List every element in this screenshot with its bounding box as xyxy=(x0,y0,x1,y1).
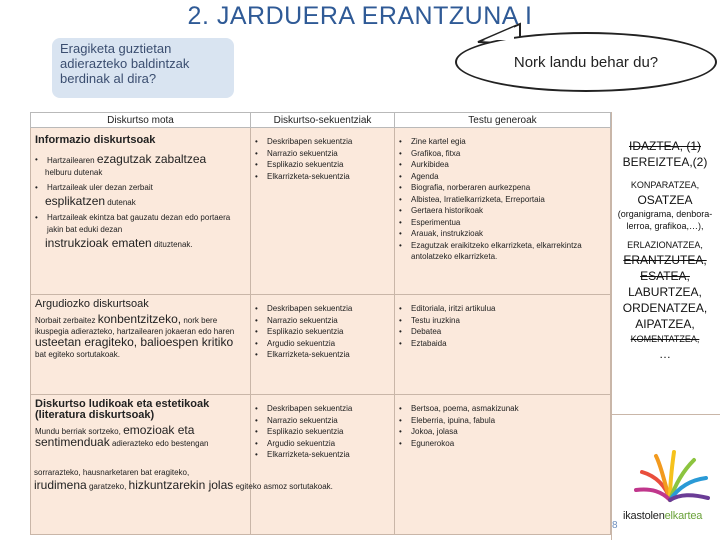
footer-big-1: irudimena xyxy=(34,478,87,492)
instr-rest: dituztenak. xyxy=(153,240,193,249)
informative-bullet-2: • Hartzaileak uler dezan zerbait xyxy=(35,182,246,194)
table-row-informative xyxy=(31,128,611,295)
page-title: 2. JARDUERA ERANTZUNA I xyxy=(187,2,533,30)
footer-small-3: egiteko asmoz sortutakoak. xyxy=(235,482,333,491)
footer-big-2: hizkuntzarekin jolas xyxy=(128,478,234,492)
list-item: • Narrazio sekuentzia xyxy=(255,315,390,327)
logo-text xyxy=(623,510,702,522)
lit-big: emozioak eta sentimenduak xyxy=(35,423,195,449)
list-item: • Argudio sekuentzia xyxy=(255,338,390,350)
informative-sequence-list xyxy=(255,130,390,182)
list-item: • Esplikazio sekuentzia xyxy=(255,326,390,338)
verb-erantzutea: ERANTZUTEA, xyxy=(623,253,707,267)
literary-sequence-list xyxy=(255,397,390,461)
list-item: • Esplikazio sekuentzia xyxy=(255,159,390,171)
list-item: • Narrazio sekuentzia xyxy=(255,415,390,427)
speech-bubble-tail-cover xyxy=(0,0,720,120)
list-item: • Aurkibidea xyxy=(399,159,606,171)
logo-text-a: ikastolen xyxy=(623,510,665,522)
lit-rest: adierazteko edo bestengan xyxy=(111,439,209,448)
list-item: • Elkarrizketa-sekuentzia xyxy=(255,449,390,461)
arg-big: konbentzitzeko, xyxy=(97,312,182,326)
header-discourse-type: Diskurtso mota xyxy=(31,113,251,128)
footer-small-2: garatzeko, xyxy=(88,482,127,491)
literary-text xyxy=(35,425,246,449)
informative-helburu: helburu dutenak xyxy=(45,167,103,177)
verb-bereiztea: BEREIZTEA,(2) xyxy=(622,155,708,169)
list-item: • Editoriala, iritzi artikulua xyxy=(399,303,606,315)
cell-informative-type xyxy=(31,128,251,295)
literary-genre-list xyxy=(399,397,606,449)
cell-informative-genres xyxy=(395,128,611,295)
header-genres: Testu generoak xyxy=(395,113,611,128)
argumentative-text xyxy=(35,314,246,360)
verb-erlazionatzea: ERLAZIONATZEA, xyxy=(627,240,703,250)
list-item: • Albistea, Irratielkarrizketa, Erreportaia xyxy=(399,194,606,206)
argumentative-genre-list xyxy=(399,297,606,349)
informative-title: Informazio diskurtsoak xyxy=(35,134,156,146)
list-item: • Ezagutzak eraikitzeko elkarrizketa, elkarrekintza antolatzeko elkarrizketa. xyxy=(399,240,606,263)
verb-esatea: ESATEA, xyxy=(640,269,690,283)
list-item: • Agenda xyxy=(399,171,606,183)
informative-instr xyxy=(35,238,246,250)
literary-title: Diskurtso ludikoak eta estetikoak (literatura diskurtsoak) xyxy=(35,398,210,421)
list-item: • Eztabaida xyxy=(399,338,606,350)
cell-argumentative-genres xyxy=(395,295,611,395)
list-item: • Zine kartel egia xyxy=(399,136,606,148)
arg-small: Norbait zerbaitez xyxy=(35,316,96,325)
verb-ordenatzea: ORDENATZEA, xyxy=(622,301,708,315)
list-item: • Deskribapen sekuentzia xyxy=(255,303,390,315)
list-item: • Egunerokoa xyxy=(399,438,606,450)
explain-big: esplikatzen xyxy=(45,194,106,208)
informative-bullet-1 xyxy=(35,154,246,167)
header-sequences: Diskurtso-sekuentziak xyxy=(251,113,395,128)
cell-argumentative-sequences xyxy=(251,295,395,395)
list-item: • Gertaera historikoak xyxy=(399,205,606,217)
list-item: • Narrazio sekuentzia xyxy=(255,148,390,160)
list-item: • Deskribapen sekuentzia xyxy=(255,403,390,415)
verb-aipatzea: AIPATZEA, xyxy=(635,317,695,331)
explain-rest: dutenak xyxy=(107,198,136,207)
cell-literary-sequences xyxy=(251,395,395,535)
cell-informative-sequences xyxy=(251,128,395,295)
list-item: • Argudio sekuentzia xyxy=(255,438,390,450)
list-item: • Grafikoa, fitxa xyxy=(399,148,606,160)
list-item: • Biografia, norberaren aurkezpena xyxy=(399,182,606,194)
ikastolen-elkartea-logo-icon xyxy=(622,448,718,508)
right-panel-border xyxy=(611,112,612,540)
question-bubble-left: Eragiketa guztietan adierazteko baldintzak berdinak al dira? xyxy=(52,38,234,98)
lit-small: Mundu berriak sortzeko, xyxy=(35,427,121,436)
argumentative-title: Argudiozko diskurtsoak xyxy=(35,298,149,310)
list-item: • Eleberria, ipuina, fabula xyxy=(399,415,606,427)
footer-small-1: sorrarazteko, hausnarketaren bat eragiteko, xyxy=(34,468,190,477)
list-item: • Testu iruzkina xyxy=(399,315,606,327)
argumentative-sequence-list xyxy=(255,297,390,361)
table-row-argumentative xyxy=(31,295,611,395)
table-row-literary xyxy=(31,395,611,535)
verb-komentatzea: KOMENTATZEA, xyxy=(630,334,700,344)
verb-ellipsis: … xyxy=(659,347,671,361)
list-item: • Jokoa, jolasa xyxy=(399,426,606,438)
list-item: • Esperimentua xyxy=(399,217,606,229)
verb-osatzea-detail: (organigrama, denbora-lerroa, grafikoa,…), xyxy=(617,209,713,231)
list-item: • Deskribapen sekuentzia xyxy=(255,136,390,148)
informative-bullet-3: • Hartzaileak ekintza bat gauzatu dezan edo portaera jakin bat eduki dezan xyxy=(35,212,246,235)
list-item: • Esplikazio sekuentzia xyxy=(255,426,390,438)
page-number: 8 xyxy=(612,520,618,531)
list-item: • Elkarrizketa-sekuentzia xyxy=(255,349,390,361)
list-item: • Arauak, instrukzioak xyxy=(399,228,606,240)
cell-literary-genres xyxy=(395,395,611,535)
informative-explain xyxy=(35,196,246,208)
instr-big: instrukzioak ematen xyxy=(45,236,152,250)
list-item: • Bertsoa, poema, asmakizunak xyxy=(399,403,606,415)
logo-text-b: elkartea xyxy=(664,510,703,522)
cell-argumentative-type xyxy=(31,295,251,395)
arg-rest-2: bat egiteko sortutakoak. xyxy=(35,350,120,359)
list-item: • Elkarrizketa-sekuentzia xyxy=(255,171,390,183)
verb-konparatzea: KONPARATZEA, xyxy=(630,180,700,190)
arg-big-2: usteetan eragiteko, balioespen kritiko xyxy=(35,335,234,349)
verbs-panel xyxy=(614,138,716,400)
informative-genre-list xyxy=(399,130,606,263)
list-item: • Debatea xyxy=(399,326,606,338)
cell-literary-type xyxy=(31,395,251,535)
arg-rest: nork bere ikuspegia adierazteko, hartzailearen jokaeran edo haren xyxy=(35,316,235,336)
right-panel-divider xyxy=(611,414,720,415)
verb-idaztea: IDAZTEA, (1) xyxy=(628,139,701,153)
bullet1-big: ezagutzak zabaltzea xyxy=(96,152,207,166)
bullet1-prefix: Hartzailearen xyxy=(47,156,95,165)
verb-laburtzea: LABURTZEA, xyxy=(628,285,702,299)
verb-osatzea: OSATZEA xyxy=(637,193,693,207)
question-right-text: Nork landu behar du? xyxy=(513,53,659,71)
literary-footer-text xyxy=(34,466,334,493)
